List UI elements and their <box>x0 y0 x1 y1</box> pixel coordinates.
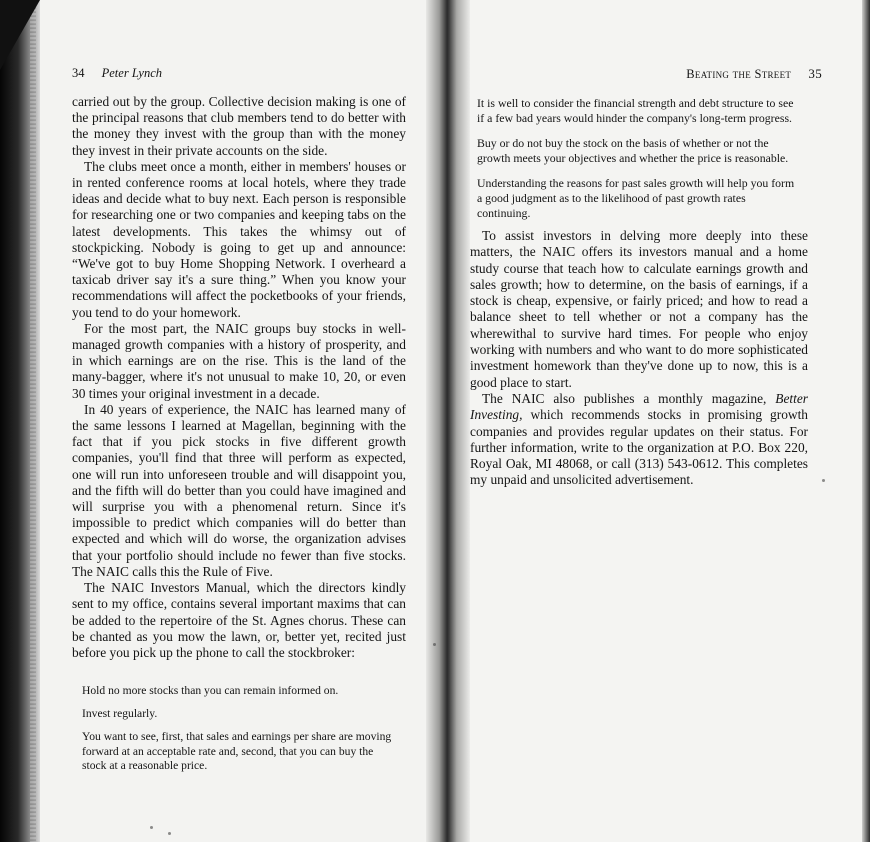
scan-speck <box>822 479 825 482</box>
scan-speck <box>168 832 171 835</box>
scan-speck <box>433 643 436 646</box>
paragraph: In 40 years of experience, the NAIC has learned many of the same lessons I learned at Magellan, beginning with the fact that if you pick stocks in five different growth companies, you'll find that three will perform as expected, one will run into unforeseen trouble and will disappoint you, and the fifth will do better than you could have imagined and will surprise you with a phenomenal return. Since it's impossible to predict which companies will do better than expected and which will do worse, the organization advises that your portfolio should include no fewer than five stocks. The NAIC calls this the Rule of Five. <box>72 401 406 579</box>
paragraph: The clubs meet once a month, either in members' houses or in rented conference rooms at local hotels, where they trade ideas and decide what to buy next. Each person is responsible for researching one or two companies and keeping tabs on the latest developments. This takes the whimsy out of stockpicking. Nobody is going to get up and announce: “We've got to buy Home Shopping Network. I overheard a taxicab driver say it's a sure thing.” When you know your recommendations will affect the pocketbooks of your friends, you tend to do your homework. <box>72 158 406 320</box>
paragraph: carried out by the group. Collective decision making is one of the principal reasons that club members tend to do better with the money they invest with the group than with the money they invest in their private accounts on the side. <box>72 94 406 158</box>
paragraph: For the most part, the NAIC groups buy stocks in well-managed growth companies with a history of prosperity, and in which earnings are on the rise. This is the land of the many-bagger, where it's not unusual to make 10, 20, or even 30 times your original investment in a decade. <box>72 320 406 401</box>
paragraph-end: which recommends stocks in promising growth companies and provides regular updates on their status. For further information, write to the organization at P.O. Box 220, Royal Oak, MI 48068, or call (313) 543-0612. This completes my unpaid and unsolicited advertisement. <box>470 407 808 488</box>
maxim: It is well to consider the financial strength and debt structure to see if a few bad years would hinder the company's long-term progress. <box>477 96 794 125</box>
left-page-header <box>72 66 162 81</box>
maxim: Understanding the reasons for past sales growth will help you form a good judgment as to the likelihood of past growth rates continuing. <box>477 176 795 220</box>
left-page-author: Peter Lynch <box>101 66 162 80</box>
maxim: Buy or do not buy the stock on the basis of whether or not the growth meets your objectives and whether the price is reasonable. <box>477 136 789 165</box>
left-page-body <box>72 94 406 661</box>
scan-speck <box>150 826 153 829</box>
maxim: Invest regularly. <box>82 707 158 721</box>
running-title: Beating the Street <box>686 67 792 81</box>
maxim: Hold no more stocks than you can remain informed on. <box>82 684 339 697</box>
book-gutter <box>426 0 470 842</box>
right-page-body <box>470 228 808 489</box>
right-book-edge <box>862 0 870 842</box>
paragraph: The NAIC Investors Manual, which the directors kindly sent to my office, contains several important maxims that can be added to the repertoire of the St. Agnes chorus. These can be chanted as you mow the lawn, or, better yet, recited just before you pick up the phone to call the stockbroker: <box>72 580 406 660</box>
magazine-title: Better Investing, <box>470 390 808 423</box>
right-page-header <box>686 66 822 82</box>
left-maxims-list <box>82 684 398 782</box>
right-page-number: 35 <box>808 66 822 81</box>
left-page-number: 34 <box>72 66 85 80</box>
right-maxims-list <box>477 96 797 231</box>
maxim: You want to see, first, that sales and earnings per share are moving forward at an acceptable rate and, second, that you can buy the stock at a reasonable price. <box>82 730 392 772</box>
paragraph-start: The NAIC also publishes a monthly magazine, <box>482 390 776 406</box>
left-book-edge <box>0 0 40 842</box>
scan-corner-shadow <box>0 0 40 70</box>
paragraph <box>470 391 808 489</box>
paragraph: To assist investors in delving more deeply into these matters, the NAIC offers its investors manual and a home study course that teach how to calculate earnings growth and sales growth; how to determine, on the basis of earnings, if a stock is cheap, expensive, or fairly priced; and how to read a balance sheet to tell whether or not a company has the wherewithal to survive hard times. For people who enjoy working with numbers and who want to do more sophisticated investment homework than they've done up to now, this is a good place to start. <box>470 228 808 390</box>
